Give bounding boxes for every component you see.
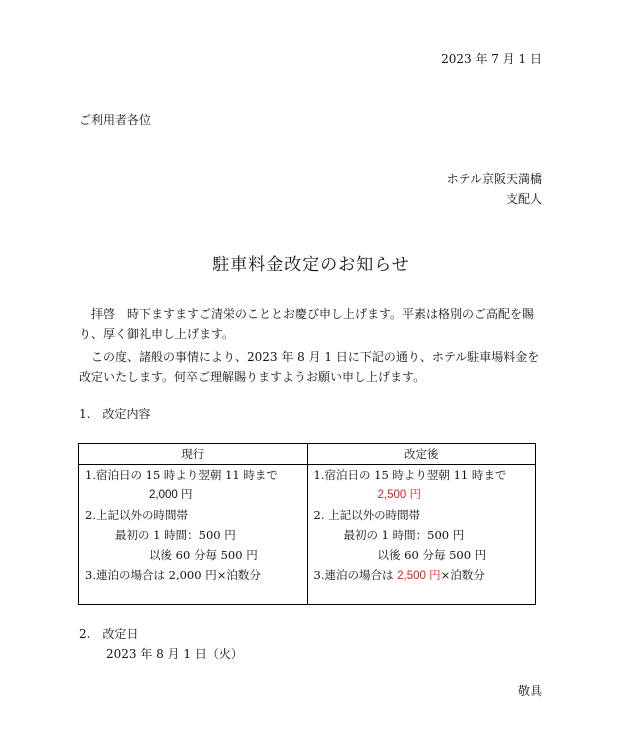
revised-other-hours-label: 2. 上記以外の時間帯 xyxy=(313,508,421,522)
revised-first-hour-fee: 最初の 1 時間：500 円 xyxy=(343,528,465,542)
recipient: ご利用者各位 xyxy=(79,113,152,127)
revised-consecutive-fee: 2,500 円 xyxy=(397,570,441,582)
document-date: 2023 年 7 月 1 日 xyxy=(441,52,542,66)
revised-consecutive-suffix: ×泊数分 xyxy=(440,568,485,582)
current-consecutive-stay: 3.連泊の場合は 2,000 円×泊数分 xyxy=(85,568,261,582)
paragraph-notice: この度、諸般の事情により、2023 年 8 月 1 日に下記の通り、ホテル駐車場料金を改定いたします。何卒ご理解賜りますようお願い申し上げます。 xyxy=(79,350,540,384)
table-header-row xyxy=(79,444,536,465)
current-first-hour-fee: 最初の 1 時間：500 円 xyxy=(115,528,236,542)
revised-per-60min-fee: 以後 60 分毎 500 円 xyxy=(377,548,487,562)
table-row xyxy=(79,465,536,605)
section-heading-revision-content: 1. 改定内容 xyxy=(79,407,151,421)
revised-overnight-fee: 2,500 円 xyxy=(377,489,421,501)
revised-consecutive-prefix: 3.連泊の場合は xyxy=(313,568,398,582)
revised-overnight-label: 1.宿泊日の 15 時より翌朝 11 時まで xyxy=(313,468,507,482)
current-other-hours-label: 2.上記以外の時間帯 xyxy=(85,508,188,522)
current-overnight-fee: 2,000 円 xyxy=(149,489,193,501)
current-fees-cell xyxy=(79,465,308,605)
revised-consecutive-stay xyxy=(308,565,536,585)
sender-hotel: ホテル京阪天満橋 xyxy=(446,172,542,186)
current-per-60min-fee: 以後 60 分毎 500 円 xyxy=(149,548,258,562)
document-title: 駐車料金改定のお知らせ xyxy=(212,255,410,275)
section-heading-effective-date: 2. 改定日 xyxy=(79,627,139,641)
closing-keigu: 敬具 xyxy=(517,684,542,698)
fee-comparison-table xyxy=(78,443,536,605)
current-overnight-label: 1.宿泊日の 15 時より翌朝 11 時まで xyxy=(85,468,278,482)
sender-position: 支配人 xyxy=(505,192,542,206)
header-revised: 改定後 xyxy=(307,444,536,465)
revised-fees-cell xyxy=(307,465,536,605)
paragraph-greeting: 拝啓 時下ますますご清栄のこととお慶び申し上げます。平素は格別のご高配を賜り、厚く御礼申し上げます。 xyxy=(79,307,535,341)
header-current: 現行 xyxy=(79,444,308,465)
effective-date: 2023 年 8 月 1 日（火） xyxy=(106,647,243,661)
